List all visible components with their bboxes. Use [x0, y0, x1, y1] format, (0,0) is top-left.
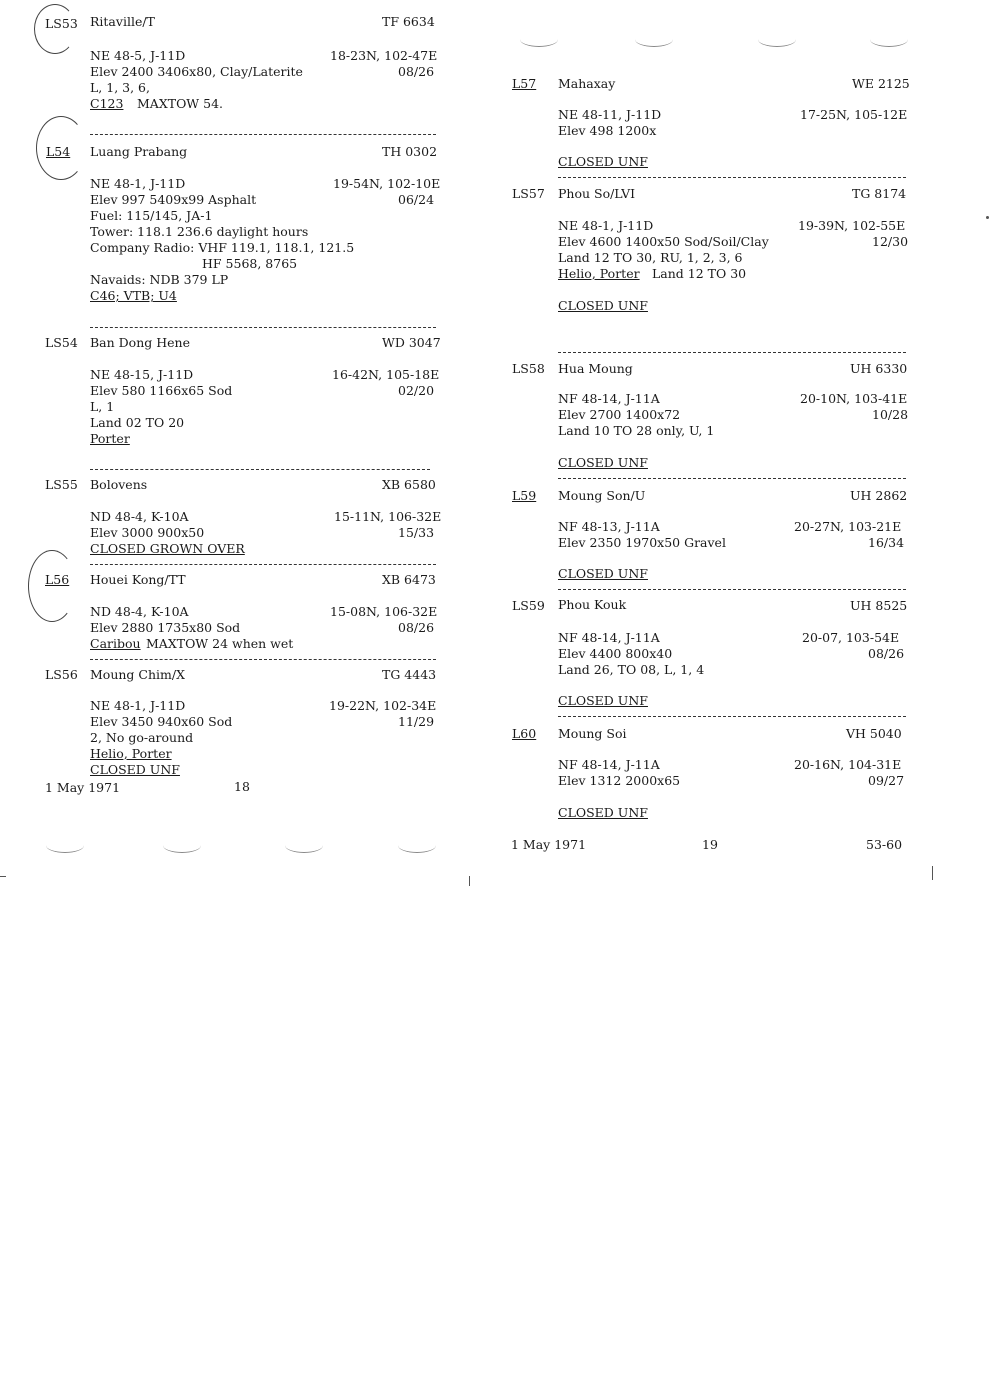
runway-heading: 08/26	[398, 620, 435, 635]
binder-hole-mark	[398, 838, 436, 853]
right-page	[480, 0, 1003, 900]
binder-hole-mark	[870, 32, 908, 47]
detail-line: L, 1	[90, 399, 115, 414]
aircraft-type: Helio, Porter	[90, 746, 172, 761]
runway-heading: 11/29	[398, 714, 435, 729]
coordinates: 20-16N, 104-31E	[794, 757, 902, 772]
notes: MAXTOW 24 when wet	[146, 636, 294, 651]
grid-reference: TG 8174	[852, 186, 907, 201]
chart-ref: NE 48-1, J-11D	[558, 218, 654, 233]
separator-line	[558, 177, 906, 178]
entry-id: L56	[45, 572, 70, 587]
aircraft-type: C123	[90, 96, 124, 111]
chart-ref: NE 48-1, J-11D	[90, 176, 186, 191]
entry-id: LS55	[45, 477, 78, 492]
chart-ref: NE 48-15, J-11D	[90, 367, 194, 382]
entry-name: Mahaxay	[558, 76, 616, 91]
coordinates: 19-54N, 102-10E	[333, 176, 441, 191]
scan-speck	[469, 876, 470, 886]
entry-id: LS54	[45, 335, 78, 350]
coordinates: 16-42N, 105-18E	[332, 367, 440, 382]
grid-reference: XB 6473	[382, 572, 436, 587]
coordinates: 18-23N, 102-47E	[330, 48, 438, 63]
separator-line	[558, 478, 906, 479]
chart-ref: NE 48-5, J-11D	[90, 48, 186, 63]
notes: MAXTOW 54.	[137, 96, 224, 111]
coordinates: 15-11N, 106-32E	[334, 509, 442, 524]
entry-name: Luang Prabang	[90, 144, 188, 159]
chart-ref: NE 48-11, J-11D	[558, 107, 662, 122]
landing-line: Land 26, TO 08, L, 1, 4	[558, 662, 705, 677]
aircraft-type: Caribou	[90, 636, 141, 651]
runway-heading: 06/24	[398, 192, 435, 207]
chart-ref: NE 48-1, J-11D	[90, 698, 186, 713]
scan-speck	[986, 216, 989, 219]
coordinates: 20-07, 103-54E	[802, 630, 900, 645]
page-number: 18	[234, 779, 250, 794]
chart-ref: ND 48-4, K-10A	[90, 604, 189, 619]
entry-name: Moung Chim/X	[90, 667, 185, 682]
grid-reference: TH 0302	[382, 144, 438, 159]
separator-line	[558, 352, 906, 353]
scan-speck	[0, 876, 6, 877]
grid-reference: VH 5040	[846, 726, 902, 741]
runway-heading: 12/30	[872, 234, 909, 249]
entry-id: L59	[512, 488, 537, 503]
binder-hole-mark	[285, 838, 323, 853]
chart-ref: NF 48-14, J-11A	[558, 391, 660, 406]
status-label: CLOSED UNF	[558, 566, 648, 581]
runway-heading: 08/26	[398, 64, 435, 79]
entry-name: Moung Son/U	[558, 488, 646, 503]
separator-line	[90, 564, 436, 565]
status-label: CLOSED GROWN OVER	[90, 541, 245, 556]
detail-line: 2, No go-around	[90, 730, 194, 745]
runway-heading: 16/34	[868, 535, 905, 550]
runway-heading: 08/26	[868, 646, 905, 661]
entry-name: Ban Dong Hene	[90, 335, 190, 350]
entry-name: Bolovens	[90, 477, 148, 492]
status-label: CLOSED UNF	[558, 805, 648, 820]
status-label: CLOSED UNF	[90, 762, 180, 777]
chart-ref: NF 48-14, J-11A	[558, 757, 660, 772]
aircraft-type: Helio, Porter	[558, 266, 640, 281]
detail-line: L, 1, 3, 6,	[90, 80, 150, 95]
tower-line: Tower: 118.1 236.6 daylight hours	[90, 224, 309, 239]
grid-reference: UH 2862	[850, 488, 908, 503]
status-label: CLOSED UNF	[558, 298, 648, 313]
entry-name: Houei Kong/TT	[90, 572, 186, 587]
scan-speck	[932, 866, 933, 880]
grid-reference: WD 3047	[382, 335, 441, 350]
coordinates: 17-25N, 105-12E	[800, 107, 908, 122]
landing-line: Land 02 TO 20	[90, 415, 185, 430]
coordinates: 20-27N, 103-21E	[794, 519, 902, 534]
entry-id: LS57	[512, 186, 545, 201]
landing-line: Land 10 TO 28 only, U, 1	[558, 423, 715, 438]
binder-hole-mark	[163, 838, 201, 853]
entry-name: Hua Moung	[558, 361, 633, 376]
entry-id: LS56	[45, 667, 78, 682]
grid-reference: XB 6580	[382, 477, 436, 492]
binder-hole-mark	[635, 32, 673, 47]
chart-ref: ND 48-4, K-10A	[90, 509, 189, 524]
chart-ref: NF 48-13, J-11A	[558, 519, 660, 534]
entry-id: L54	[46, 144, 71, 159]
entry-name: Phou So/LVI	[558, 186, 636, 201]
entry-id: LS53	[45, 16, 78, 31]
elevation-line: Elev 4600 1400x50 Sod/Soil/Clay	[558, 234, 769, 249]
elevation-line: Elev 1312 2000x65	[558, 773, 681, 788]
entry-id: LS58	[512, 361, 545, 376]
elevation-line: Elev 2350 1970x50 Gravel	[558, 535, 726, 550]
status-label: CLOSED UNF	[558, 455, 648, 470]
landing-line: Land 12 TO 30, RU, 1, 2, 3, 6	[558, 250, 743, 265]
coordinates: 20-10N, 103-41E	[800, 391, 908, 406]
coordinates: 15-08N, 106-32E	[330, 604, 438, 619]
binder-hole-mark	[46, 838, 84, 853]
page-range: 53-60	[866, 837, 903, 852]
aircraft-type: Porter	[90, 431, 130, 446]
elevation-line: Elev 4400 800x40	[558, 646, 673, 661]
entry-name: Ritaville/T	[90, 14, 155, 29]
left-page	[0, 0, 480, 900]
chart-ref: NF 48-14, J-11A	[558, 630, 660, 645]
hf-line: HF 5568, 8765	[202, 256, 298, 271]
radio-line: Company Radio: VHF 119.1, 118.1, 121.5	[90, 240, 355, 255]
grid-reference: UH 6330	[850, 361, 908, 376]
aircraft-type: C46; VTB; U4	[90, 288, 177, 303]
status-label: CLOSED UNF	[558, 693, 648, 708]
binder-hole-mark	[758, 32, 796, 47]
runway-heading: 10/28	[872, 407, 909, 422]
elevation-line: Elev 2700 1400x72	[558, 407, 681, 422]
grid-reference: UH 8525	[850, 598, 908, 613]
grid-reference: TF 6634	[382, 14, 435, 29]
grid-reference: WE 2125	[852, 76, 910, 91]
elevation-line: Elev 580 1166x65 Sod	[90, 383, 233, 398]
separator-line	[558, 716, 906, 717]
elevation-line: Elev 2400 3406x80, Clay/Laterite	[90, 64, 303, 79]
entry-name: Moung Soi	[558, 726, 627, 741]
separator-line	[90, 134, 436, 135]
runway-heading: 02/20	[398, 383, 435, 398]
footer-date: 1 May 1971	[511, 837, 587, 852]
coordinates: 19-39N, 102-55E	[798, 218, 906, 233]
status-label: CLOSED UNF	[558, 154, 648, 169]
runway-heading: 09/27	[868, 773, 905, 788]
separator-line	[558, 589, 906, 590]
elevation-line: Elev 2880 1735x80 Sod	[90, 620, 241, 635]
footer-date: 1 May 1971	[45, 780, 121, 795]
landing-note: Land 12 TO 30	[652, 266, 747, 281]
grid-reference: TG 4443	[382, 667, 437, 682]
separator-line	[90, 659, 436, 660]
separator-line	[90, 327, 436, 328]
elevation-line: Elev 997 5409x99 Asphalt	[90, 192, 257, 207]
entry-name: Phou Kouk	[558, 597, 627, 612]
entry-id: LS59	[512, 598, 545, 613]
runway-heading: 15/33	[398, 525, 435, 540]
separator-line	[90, 469, 430, 470]
elevation-line: Elev 3000 900x50	[90, 525, 205, 540]
binder-hole-mark	[520, 32, 558, 47]
fuel-line: Fuel: 115/145, JA-1	[90, 208, 213, 223]
entry-id: L57	[512, 76, 537, 91]
page-number: 19	[702, 837, 718, 852]
elevation-line: Elev 498 1200x	[558, 123, 657, 138]
elevation-line: Elev 3450 940x60 Sod	[90, 714, 233, 729]
navaids-line: Navaids: NDB 379 LP	[90, 272, 229, 287]
coordinates: 19-22N, 102-34E	[329, 698, 437, 713]
entry-id: L60	[512, 726, 537, 741]
